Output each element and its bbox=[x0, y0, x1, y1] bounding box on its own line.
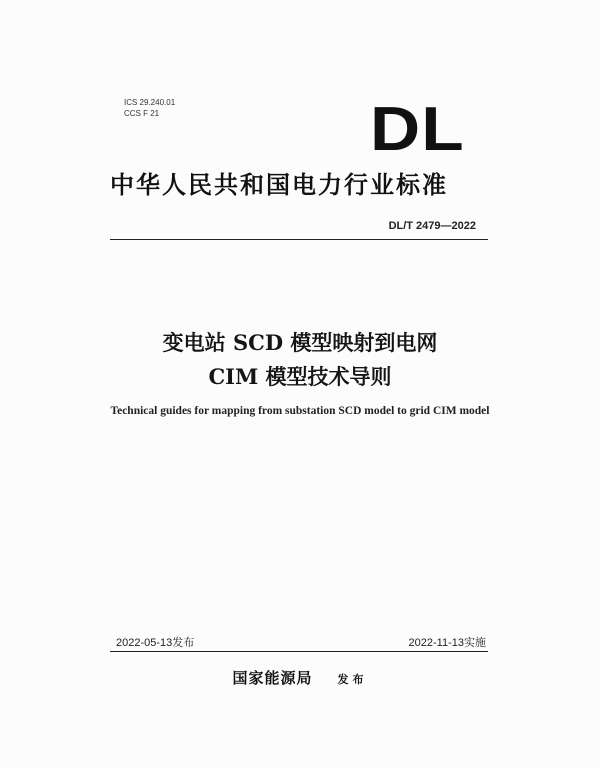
dl-logo: DL bbox=[370, 95, 465, 164]
classification-codes bbox=[124, 97, 175, 119]
bottom-divider bbox=[110, 651, 488, 652]
document-title-line-1: 变电站 SCD 模型映射到电网 bbox=[162, 330, 438, 355]
document-title-line-2: CIM 模型技术导则 bbox=[208, 364, 392, 389]
ccs-code: CCS F 21 bbox=[124, 109, 160, 118]
standard-number: DL/T 2479—2022 bbox=[388, 220, 476, 232]
issuer-line bbox=[0, 667, 600, 688]
issuer-action: 发布 bbox=[337, 673, 368, 686]
english-title: Technical guides for mapping from substation SCD model to grid CIM model bbox=[110, 405, 490, 417]
organization-title: 中华人民共和国电力行业标准 bbox=[110, 171, 448, 199]
ics-code: ICS 29.240.01 bbox=[124, 98, 176, 107]
issuer-name: 国家能源局 bbox=[232, 669, 313, 687]
top-divider bbox=[110, 239, 488, 240]
publish-date: 2022-05-13发布 bbox=[116, 637, 195, 649]
effective-date: 2022-11-13实施 bbox=[408, 637, 486, 649]
